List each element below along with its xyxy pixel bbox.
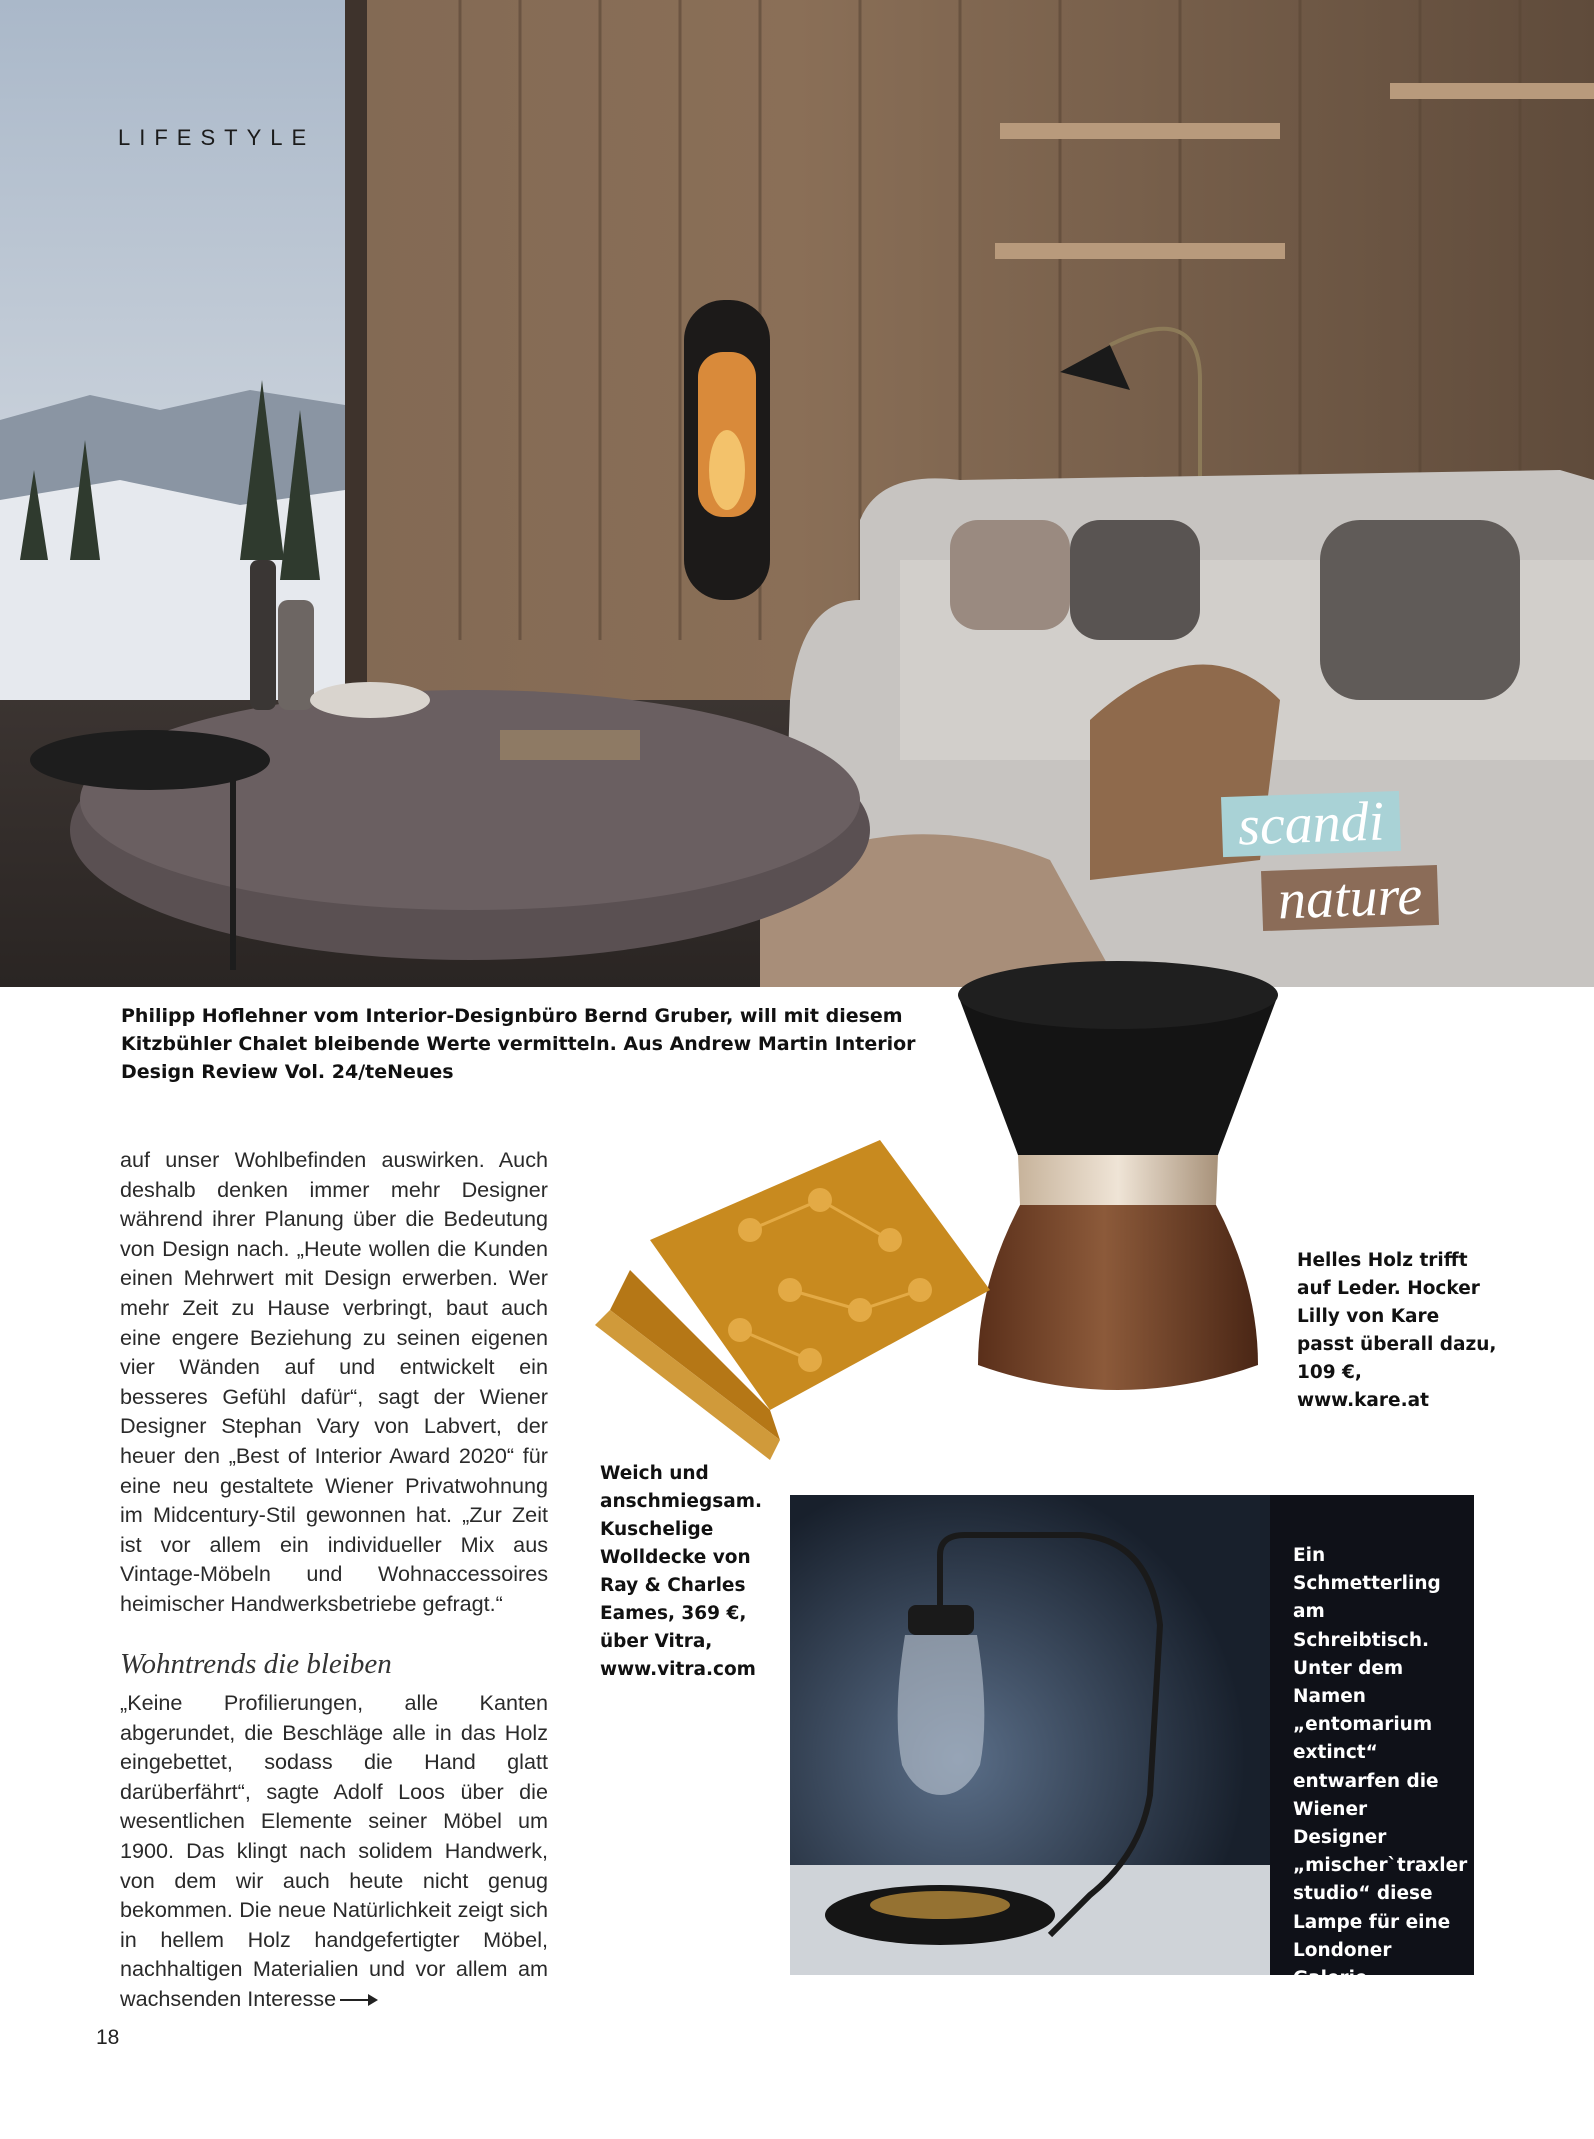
- article-subheading: Wohntrends die bleiben: [120, 1648, 392, 1680]
- stool-caption: Helles Holz trifft auf Leder. Hocker Lilly von Kare passt überall dazu, 109 €, www.kare.at: [1297, 1250, 1497, 1411]
- scandi-tag: scandi: [1221, 791, 1401, 857]
- lamp-photo: [790, 1495, 1270, 1975]
- page-number: 18: [96, 2026, 120, 2049]
- blanket-photo: [590, 1120, 1010, 1460]
- blanket-caption: Weich und anschmiegsam. Kuschelige Wolldecke von Ray & Charles Eames, 369 €, über Vitra, www.vitra.com: [600, 1463, 763, 1680]
- article-paragraph-2: [120, 1688, 548, 2014]
- article-paragraph-1: auf unser Wohlbefinden auswirken. Auch deshalb denken immer mehr Designer während ihrer Planung über die Bedeutung von Design nach. „Heute wollen die Kunden einen Mehrwert mit Design erwerben. Wer mehr Zeit zu Hause verbringt, baut auch eine engere Beziehung zu seinen eigenen vier Wänden auf und entwickelt ein besseres Gefühl dafür“, sagt der Wiener Designer Stephan Vary von Labvert, der heuer den „Best of Interior Award 2020“ für eine neu gestaltete Wiener Privatwohnung im Midcentury-Stil gewonnen hat. „Zur Zeit ist vor allem ein individueller Mix aus Vintage-Möbeln und Wohnaccessoires heimischer Handwerksbetriebe gefragt.“: [120, 1147, 548, 1616]
- continue-arrow-icon: [340, 1993, 378, 2007]
- nature-tag: nature: [1261, 865, 1439, 931]
- hero-caption: Philipp Hoflehner vom Interior-Designbüro Bernd Gruber, will mit diesem Kitzbühler Chalet bleibende Werte vermitteln. Aus Andrew Martin Interior Design Review Vol. 24/teNeues: [121, 1005, 916, 1083]
- article-paragraph-2-text: „Keine Profilierungen, alle Kanten abgerundet, die Beschläge alle in das Holz eingebettet, sodass die Hand glatt darüberfährt“, sagte Adolf Loos über die wesentlichen Elemente seiner Möbel um 1900. Das klingt nach solidem Handwerk, von dem wir auch heute nicht genug bekommen. Die neue Natürlichkeit zeigt sich in hellem Holz handgefertigter Möbel, nachhaltigen Materialien und vor allem am wachsenden Interesse: [120, 1690, 548, 2011]
- section-label: LIFESTYLE: [118, 125, 316, 150]
- lamp-caption: Ein Schmetterling am Schreibtisch. Unter dem Namen „entomarium extinct“ entwarfen die Wiener Designer „mischer`traxler studio“ diese Lampe für eine Londoner Galerie, www.mischer-traxler.com: [1293, 1545, 1468, 2046]
